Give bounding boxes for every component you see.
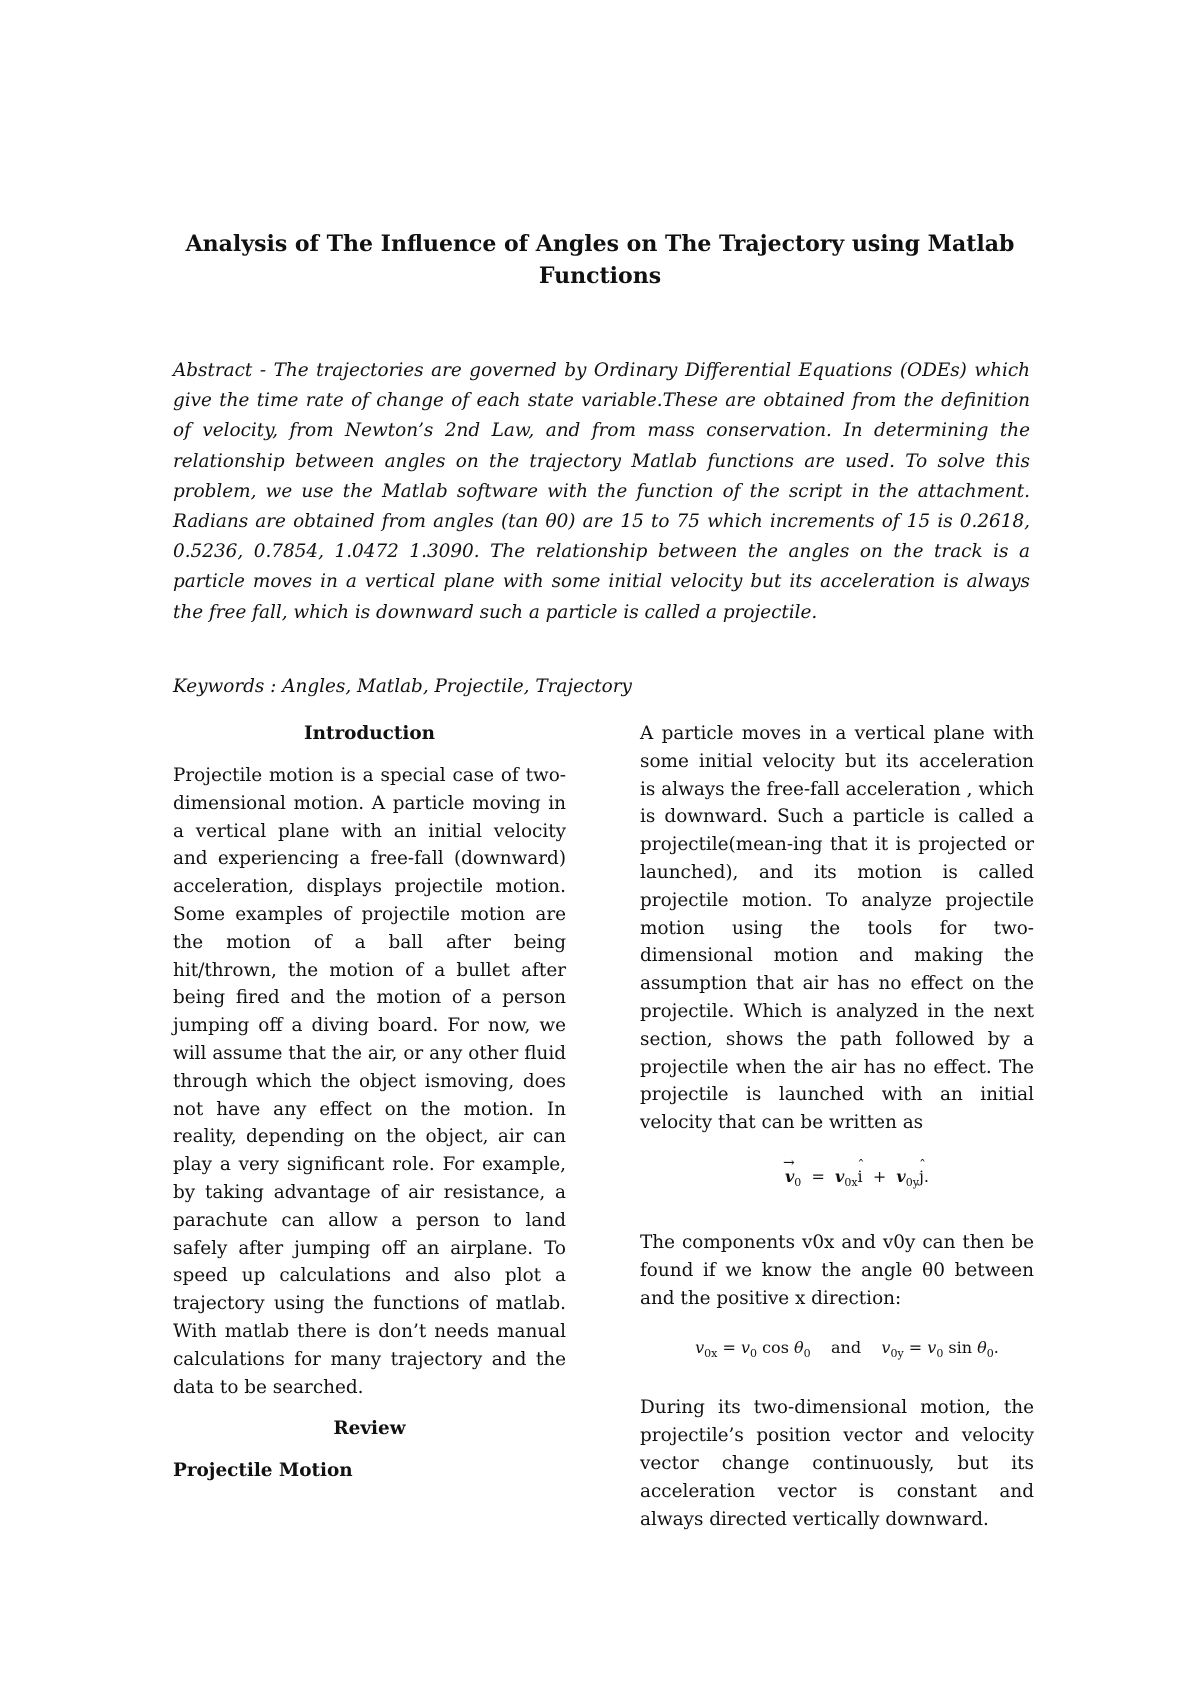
initial-velocity-formula: [640, 1163, 1034, 1197]
formula-term: v: [881, 1338, 891, 1358]
paper-title: Analysis of The Influence of Angles on The Trajectory using Matlab Functions: [185, 231, 1015, 289]
formula-end: .: [923, 1166, 929, 1186]
formula-operator: =: [722, 1338, 736, 1358]
formula-sub: 0x: [704, 1347, 718, 1361]
formula-sub: 0y: [890, 1347, 904, 1361]
formula-term: v: [740, 1338, 750, 1358]
formula-sub: 0: [794, 1176, 802, 1190]
introduction-heading: Introduction: [304, 723, 435, 744]
formula-sub: 0: [750, 1347, 757, 1361]
review-heading: Review: [333, 1418, 406, 1440]
velocity-components-formula: [640, 1334, 1034, 1368]
formula-term: v: [896, 1166, 906, 1186]
formula-function: cos: [762, 1338, 789, 1358]
formula-operator: +: [872, 1166, 887, 1186]
right-paragraph-3: During its two-dimensional motion, the projectile’s position vector and velocity vector change continuously, but its acceleration vector is constant and always directed vertically downward.: [640, 1397, 1034, 1530]
left-column: [173, 720, 566, 1485]
formula-sub: 0y: [905, 1176, 919, 1190]
right-paragraph-2: The components v0x and v0y can then be found if we know the angle θ0 between and the positive x direction:: [640, 1231, 1034, 1309]
formula-sub: 0: [803, 1347, 811, 1361]
formula-sub: 0: [986, 1347, 994, 1361]
formula-conjunction: and: [830, 1338, 862, 1358]
introduction-text: Projectile motion is a special case of two-dimensional motion. A particle moving in a vertical plane with an initial velocity and experiencing a free-fall (downward) acceleration, displays projectile motion. Some examples of projectile motion are the motion of a ball after being hit/thrown, the motion of a bullet after being fired and the motion of a person jumping off a diving board. For now, we will assume that the air, or any other fluid through which the object ismoving, does not have any effect on the motion. In reality, depending on the object, air can play a very significant role. For example, by taking advantage of air resistance, a parachute can allow a person to land safely after jumping off an airplane. To speed up calculations and also plot a trajectory using the functions of matlab. With matlab there is don’t needs manual calculations for many trajectory and the data to be searched.: [173, 765, 566, 1398]
formula-term: v: [695, 1338, 705, 1358]
formula-sub: 0x: [844, 1176, 858, 1190]
velocity-vector-symbol: → v: [785, 1163, 794, 1191]
right-column: [640, 720, 1034, 1533]
formula-term: θ: [794, 1338, 804, 1358]
formula-operator: =: [811, 1166, 825, 1186]
unit-vector-j: ˆ j: [919, 1163, 924, 1191]
formula-sub: 0: [936, 1347, 944, 1361]
formula-operator: =: [908, 1338, 923, 1358]
right-paragraph-1: A particle moves in a vertical plane with some initial velocity but its acceleration is always the free-fall acceleration , which is downward. Such a particle is called a projectile(mean-ing that it is projected or launched), and its motion is called projectile motion. To analyze projectile motion using the tools for two-dimensional motion and making the assumption that air has no effect on the projectile. Which is analyzed in the next section, shows the path followed by a projectile when the air has no effect. The projectile is launched with an initial velocity that can be written as: [640, 723, 1034, 1134]
formula-term: θ: [977, 1338, 987, 1358]
formula-function: sin: [948, 1338, 973, 1358]
formula-end: .: [993, 1338, 999, 1358]
formula-term: v: [927, 1338, 937, 1358]
keywords: Keywords : Angles, Matlab, Projectile, Trajectory: [173, 676, 632, 697]
abstract: Abstract - The trajectories are governed by Ordinary Differential Equations (ODEs) which give the time rate of change of each state variable.These are obtained from the definition of velocity, from Newton’s 2nd Law, and from mass conservation. In determining the relationship between angles on the trajectory Matlab functions are used. To solve this problem, we use the Matlab software with the function of the script in the attachment. Radians are obtained from angles (tan θ0) are 15 to 75 which increments of 15 is 0.2618, 0.5236, 0.7854, 1.0472 1.3090. The relationship between the angles on the track is a particle moves in a vertical plane with some initial velocity but its acceleration is always the free fall, which is downward such a particle is called a projectile.: [173, 360, 1030, 623]
projectile-motion-heading: Projectile Motion: [173, 1460, 353, 1482]
unit-vector-i: ˆ i: [858, 1163, 863, 1191]
formula-term: v: [835, 1166, 845, 1186]
